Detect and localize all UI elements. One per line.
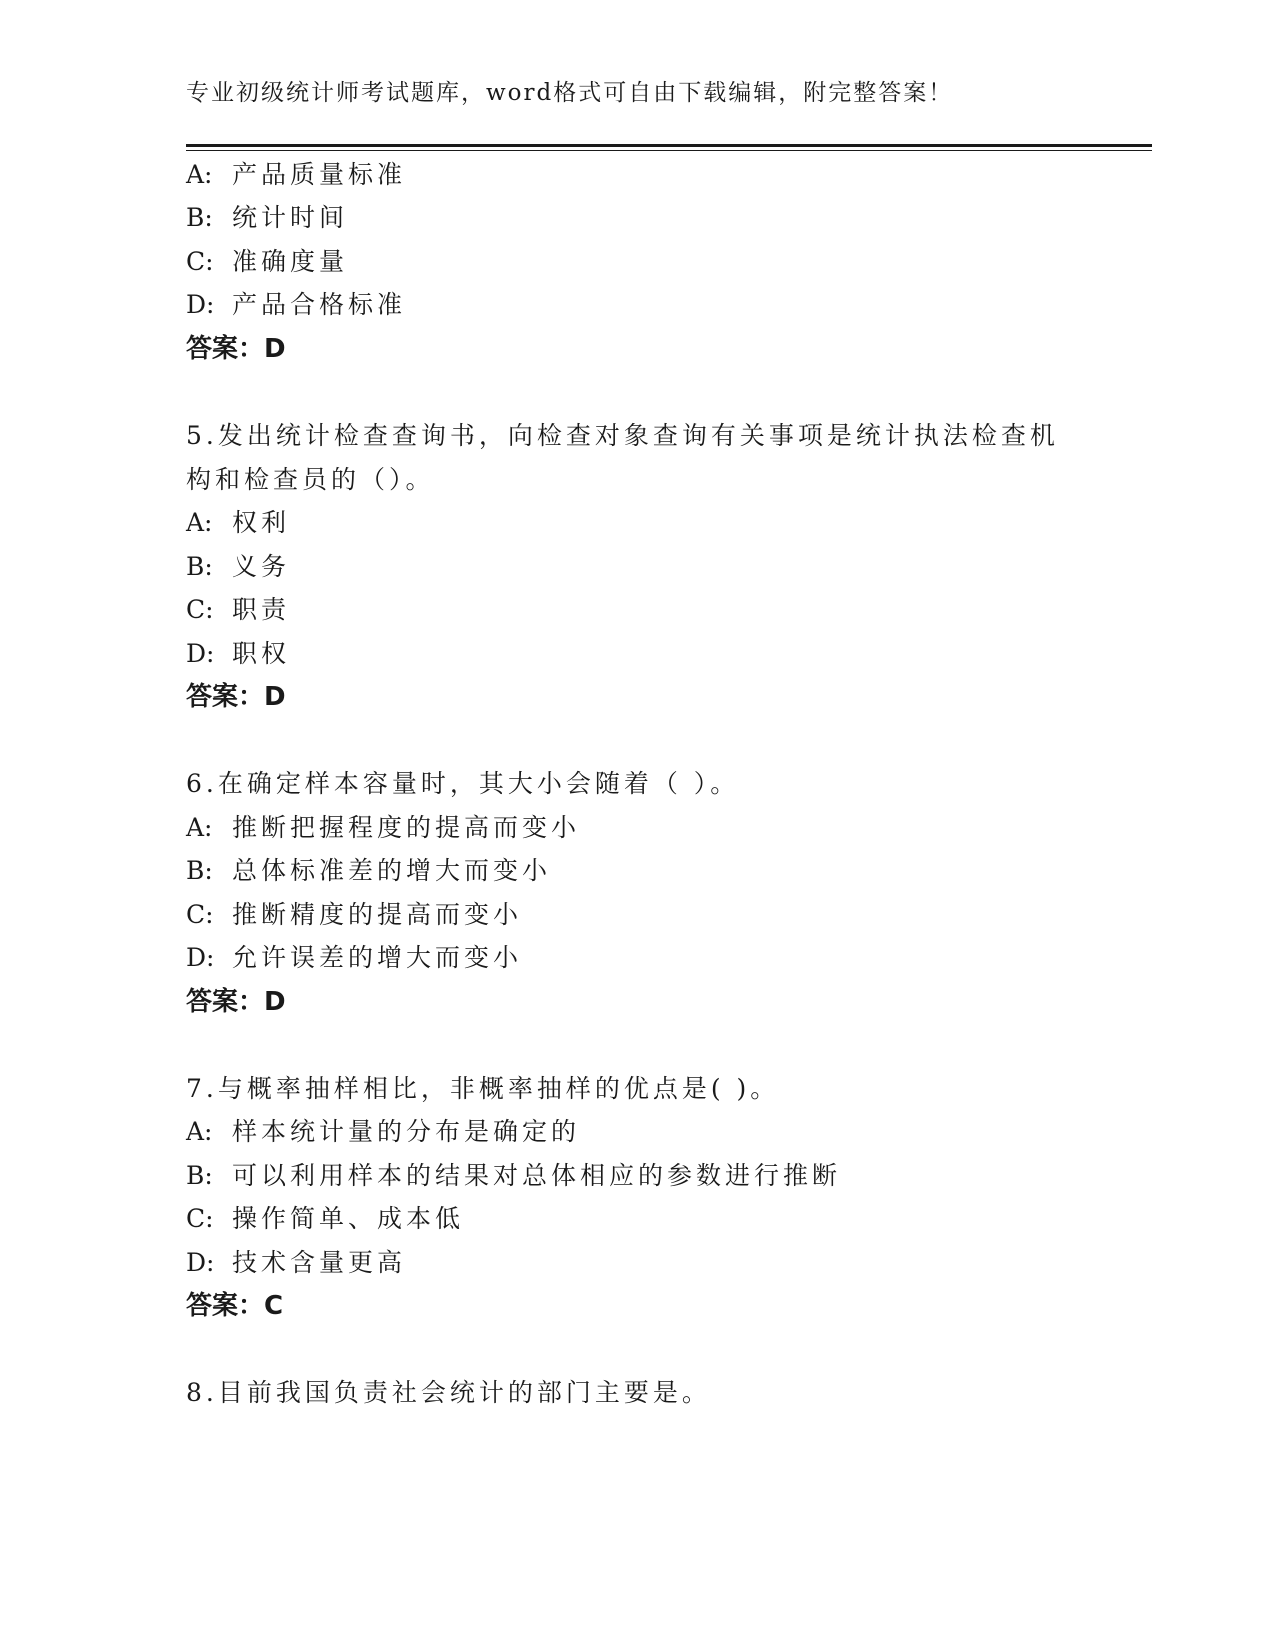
option-label: B: — [186, 1161, 213, 1190]
option-label: B: — [186, 552, 213, 581]
option-d — [186, 943, 522, 973]
option-label: C: — [186, 595, 214, 624]
option-label: B: — [186, 856, 213, 885]
option-label: C: — [186, 900, 214, 929]
option-b — [186, 1161, 841, 1191]
option-text: 推断精度的提高而变小 — [232, 900, 523, 929]
option-label: D: — [186, 1248, 215, 1277]
option-c — [186, 900, 522, 930]
option-text: 操作简单、成本低 — [232, 1204, 465, 1233]
option-text: 权利 — [232, 508, 291, 537]
question-5-stem-cont: 构和检查员的（）。 — [186, 465, 435, 494]
option-label: A: — [186, 160, 213, 189]
question-6-stem: 6.在确定样本容量时，其大小会随着（ ）。 — [186, 769, 740, 798]
question-7-stem: 7.与概率抽样相比，非概率抽样的优点是( )。 — [186, 1074, 780, 1103]
option-label: A: — [186, 1117, 213, 1146]
question-5-stem: 5.发出统计检查查询书，向检查对象查询有关事项是统计执法检查机 — [186, 421, 1059, 450]
option-a — [186, 1117, 580, 1147]
answer-line: 答案：D — [186, 987, 286, 1017]
option-text: 准确度量 — [232, 247, 349, 276]
option-text: 样本统计量的分布是确定的 — [232, 1117, 581, 1146]
option-a — [186, 813, 580, 843]
option-b — [186, 203, 348, 233]
option-text: 技术含量更高 — [232, 1248, 407, 1277]
option-text: 职权 — [232, 639, 291, 668]
header-rule-thick — [186, 144, 1152, 147]
option-d — [186, 1248, 406, 1278]
option-c — [186, 1204, 464, 1234]
option-label: A: — [186, 813, 213, 842]
answer-line: 答案：C — [186, 1291, 284, 1321]
option-text: 总体标准差的增大而变小 — [232, 856, 552, 885]
option-label: D: — [186, 943, 215, 972]
question-8-stem: 8.目前我国负责社会统计的部门主要是。 — [186, 1378, 711, 1407]
option-label: A: — [186, 508, 213, 537]
option-label: D: — [186, 290, 215, 319]
option-d — [186, 290, 406, 320]
option-label: B: — [186, 203, 213, 232]
option-text: 产品质量标准 — [232, 160, 407, 189]
option-c — [186, 247, 348, 277]
option-text: 产品合格标准 — [232, 290, 407, 319]
answer-line: 答案：D — [186, 682, 286, 712]
option-a — [186, 508, 290, 538]
option-d — [186, 639, 290, 669]
option-text: 统计时间 — [232, 203, 349, 232]
option-text: 允许误差的增大而变小 — [232, 943, 523, 972]
option-label: C: — [186, 247, 214, 276]
answer-line: 答案：D — [186, 334, 286, 364]
option-c — [186, 595, 290, 625]
option-text: 可以利用样本的结果对总体相应的参数进行推断 — [232, 1161, 842, 1190]
option-label: C: — [186, 1204, 214, 1233]
option-text: 推断把握程度的提高而变小 — [232, 813, 581, 842]
header-rule-thin — [186, 150, 1152, 151]
option-b — [186, 552, 290, 582]
page-header: 专业初级统计师考试题库，word格式可自由下载编辑，附完整答案！ — [186, 80, 954, 106]
option-a — [186, 160, 406, 190]
option-text: 义务 — [232, 552, 291, 581]
option-b — [186, 856, 551, 886]
option-text: 职责 — [232, 595, 291, 624]
option-label: D: — [186, 639, 215, 668]
